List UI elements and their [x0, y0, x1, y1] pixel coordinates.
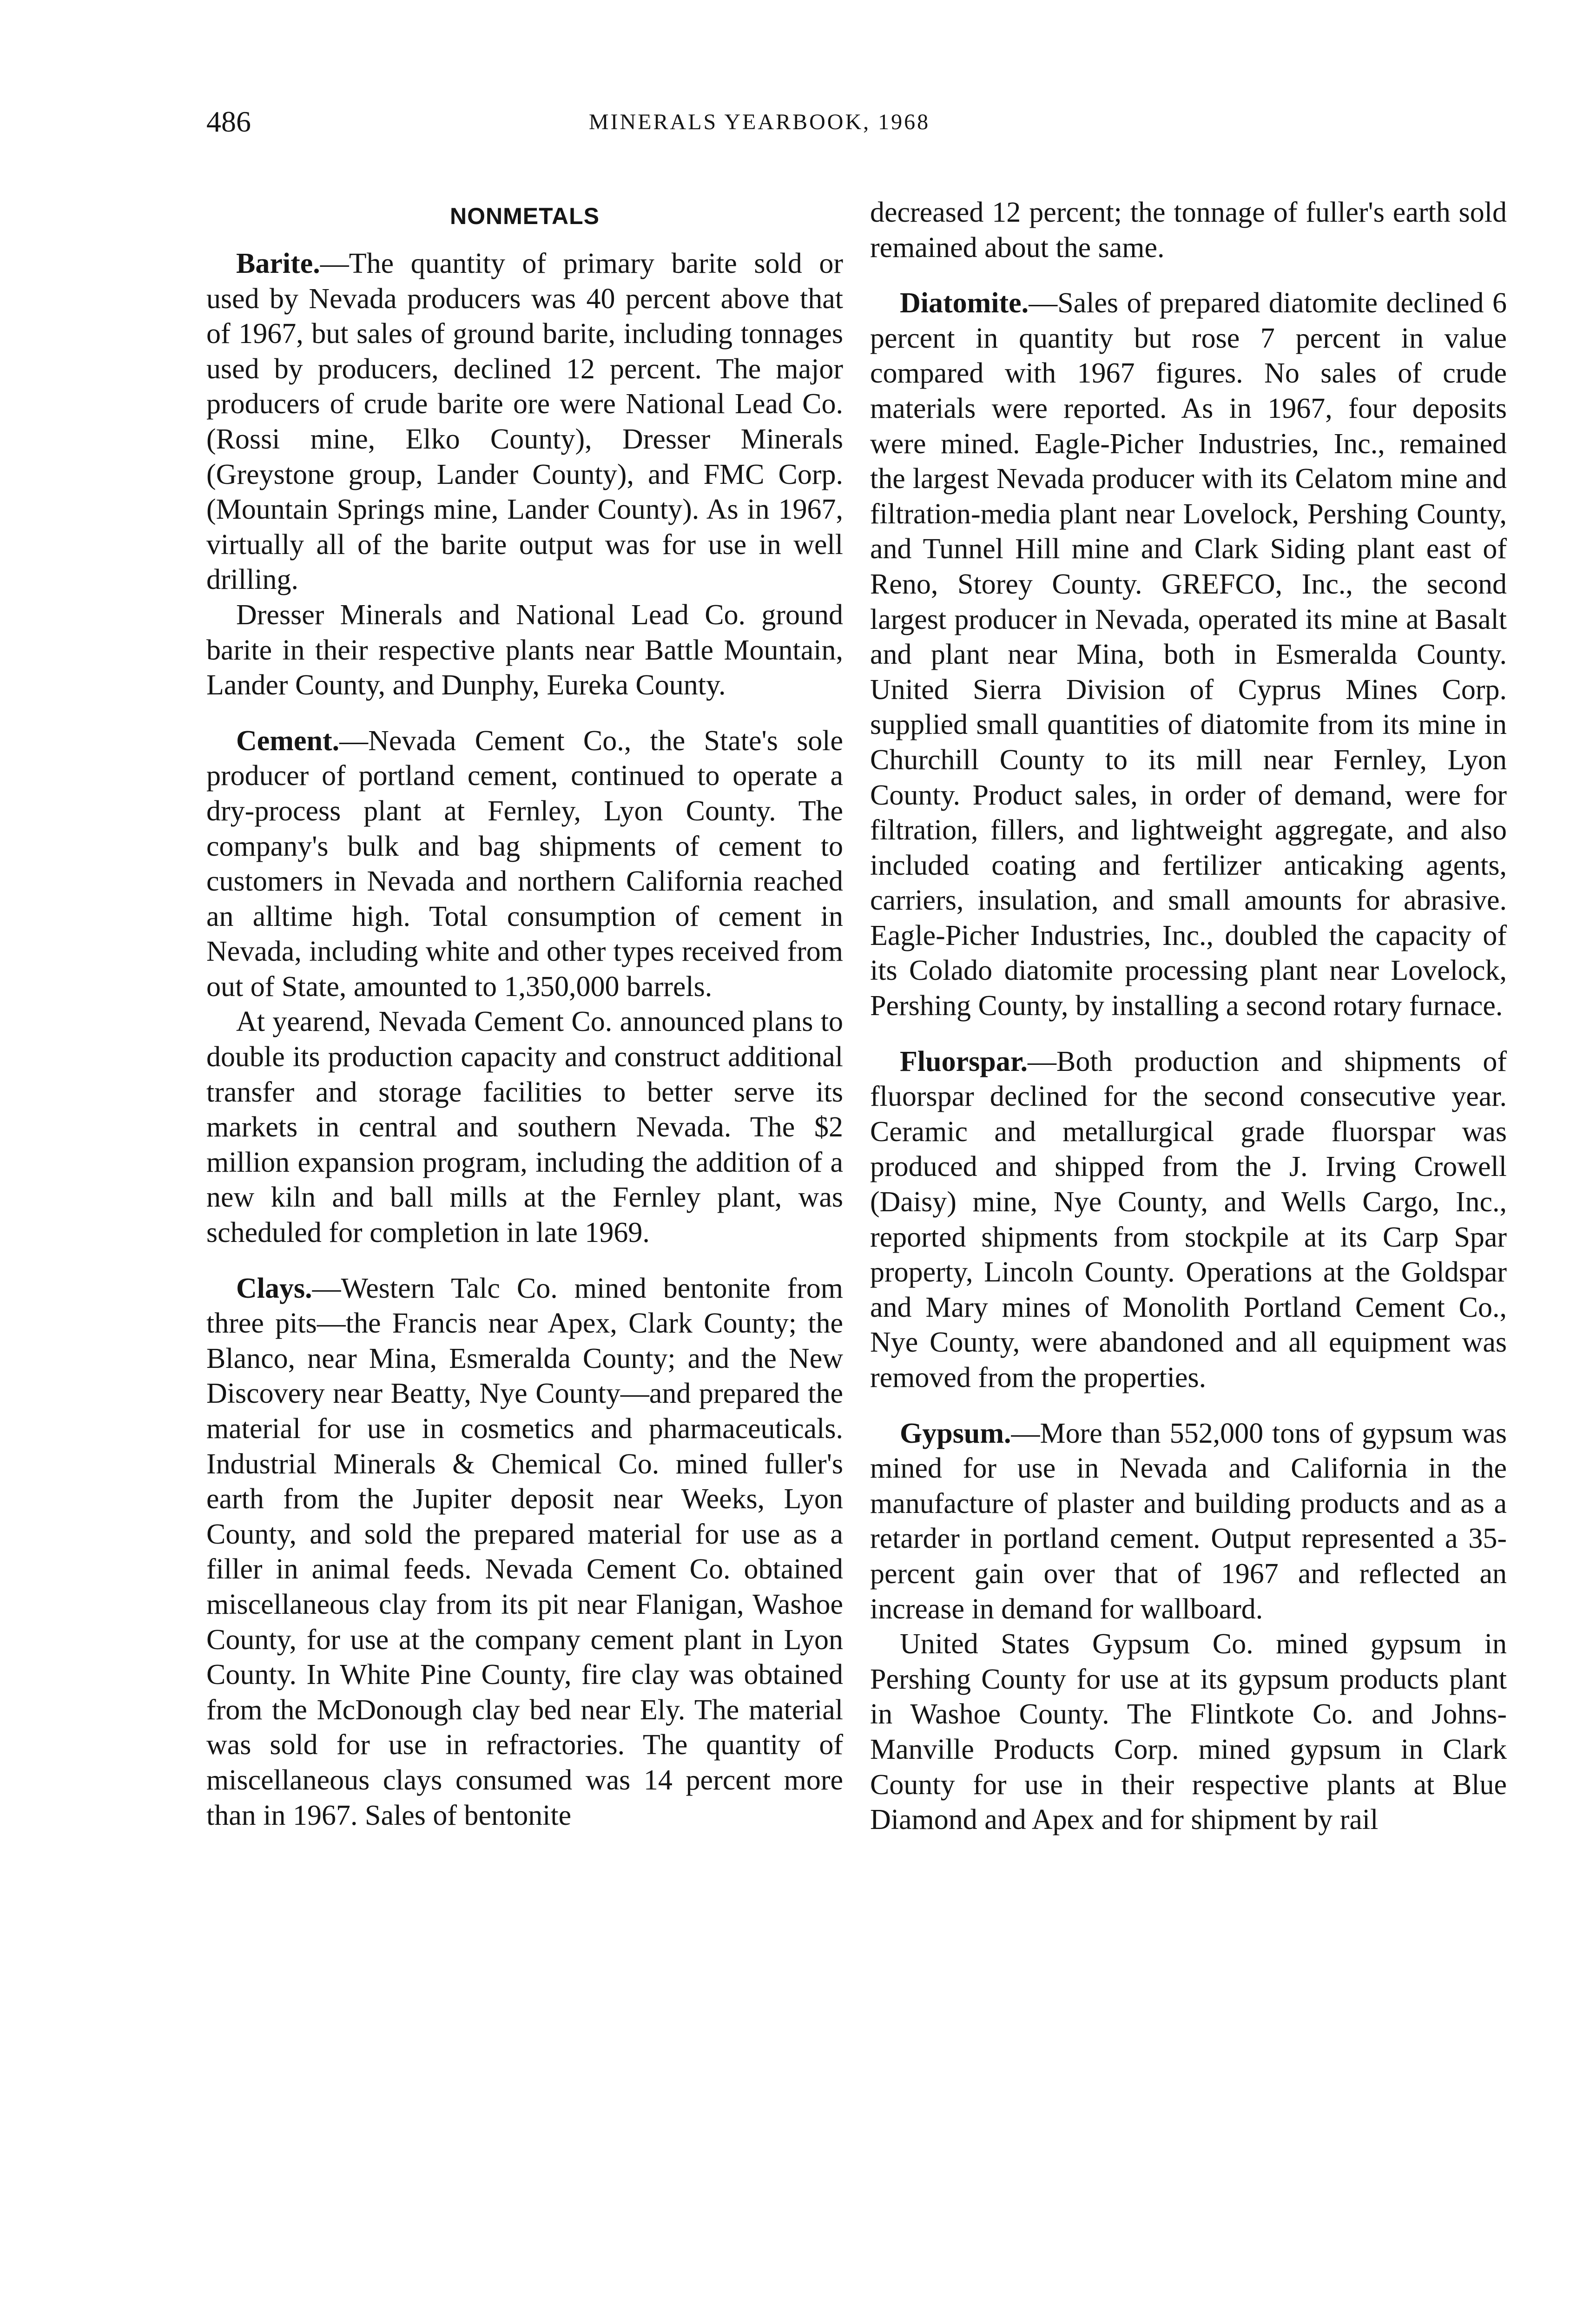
left-column	[206, 195, 843, 1833]
barite-paragraph-1	[206, 246, 843, 598]
barite-run-in: Barite.	[236, 248, 320, 279]
section-heading: NONMETALS	[450, 203, 600, 229]
right-column	[870, 195, 1507, 1838]
barite-text-1: —The quantity of primary barite sold or used by Nevada producers was 40 percent above that of 1967, but sales of ground barite, including tonnages used by producers, declined 12 percent. The major producers of crude barite ore were National Lead Co. (Rossi mine, Elko County), Dresser Minerals (Greystone group, Lander County), and FMC Corp. (Mountain Springs mine, Lander County). As in 1967, virtually all of the barite output was for use in well drilling.	[206, 248, 843, 596]
continuation-paragraph: decreased 12 percent; the tonnage of fuller's earth sold remained about the same.	[870, 197, 1507, 264]
cement-paragraph-1	[206, 724, 843, 1005]
fluorspar-run-in: Fluorspar.	[900, 1045, 1028, 1077]
gypsum-text-1: —More than 552,000 tons of gypsum was mined for use in Nevada and California in the manufacture of plaster and building products and as a retarder in portland cement. Output represented a 35-percent gain over that of 1967 and reflected an increase in demand for wallboard.	[870, 1417, 1507, 1625]
clays-text-1: —Western Talc Co. mined bentonite from three pits—the Francis near Apex, Clark County; the Blanco, near Mina, Esmeralda County; and the New Discovery near Beatty, Nye County—and prepared the material for use in cosmetics and pharmaceuticals. Industrial Minerals & Chemical Co. mined fuller's earth from the Jupiter deposit near Weeks, Lyon County, and sold the prepared material for use as a filler in animal feeds. Nevada Cement Co. obtained miscellaneous clay from its pit near Flanigan, Washoe County, for use at the company cement plant in Lyon County. In White Pine County, fire clay was obtained from the McDonough clay bed near Ely. The material was sold for use in refractories. The quantity of miscellaneous clays consumed was 14 percent more than in 1967. Sales of bentonite	[206, 1272, 843, 1831]
clays-run-in: Clays.	[236, 1272, 312, 1304]
clays-paragraph-1	[206, 1271, 843, 1834]
diatomite-paragraph-1	[870, 286, 1507, 1023]
running-title: MINERALS YEARBOOK, 1968	[588, 110, 930, 134]
page-number: 486	[206, 105, 251, 138]
gypsum-paragraph-2: United States Gypsum Co. mined gypsum in Pershing County for use at its gypsum products plant in Washoe County. The Flintkote Co. and Johns-Manville Products Corp. mined gypsum in Clark County for use in their respective plants at Blue Diamond and Apex and for shipment by rail	[870, 1628, 1507, 1836]
diatomite-run-in: Diatomite.	[900, 287, 1029, 319]
cement-text-1: —Nevada Cement Co., the State's sole producer of portland cement, continued to operate a dry-process plant at Fernley, Lyon County. The company's bulk and bag shipments of cement to customers in Nevada and northern California reached an alltime high. Total consumption of cement in Nevada, including white and other types received from out of State, amounted to 1,350,000 barrels.	[206, 725, 843, 1003]
diatomite-text-1: —Sales of prepared diatomite declined 6 percent in quantity but rose 7 percent in value compared with 1967 figures. No sales of crude materials were reported. As in 1967, four deposits were mined. Eagle-Picher Industries, Inc., remained the largest Nevada producer with its Celatom mine and filtration-media plant near Lovelock, Pershing County, and Tunnel Hill mine and Clark Siding plant east of Reno, Storey County. GREFCO, Inc., the second largest producer in Nevada, operated its mine at Basalt and plant near Mina, both in Esmeralda County. United Sierra Division of Cyprus Mines Corp. supplied small quantities of diatomite from its mine in Churchill County to its mill near Fernley, Lyon County. Product sales, in order of demand, were for filtration, fillers, and lightweight aggregate, and also included coating and fertilizer anticaking agents, carriers, insulation, and small amounts for abrasive. Eagle-Picher Industries, Inc., doubled the capacity of its Colado diatomite processing plant near Lovelock, Pershing County, by installing a second rotary furnace.	[870, 287, 1507, 1022]
fluorspar-text-1: —Both production and shipments of fluorspar declined for the second consecutive year. Ceramic and metallurgical grade fluorspar was produced and shipped from the J. Irving Crowell (Daisy) mine, Nye County, and Wells Cargo, Inc., reported shipments from stockpile at its Carp Spar property, Lincoln County. Operations at the Goldspar and Mary mines of Monolith Portland Cement Co., Nye County, were abandoned and all equipment was removed from the properties.	[870, 1045, 1507, 1393]
cement-run-in: Cement.	[236, 725, 340, 757]
cement-paragraph-2: At yearend, Nevada Cement Co. announced plans to double its production capacity and construct additional transfer and storage facilities to better serve its markets in central and southern Nevada. The $2 million expansion program, including the addition of a new kiln and ball mills at the Fernley plant, was scheduled for completion in late 1969.	[206, 1006, 843, 1249]
gypsum-run-in: Gypsum.	[900, 1417, 1011, 1449]
fluorspar-paragraph-1	[870, 1044, 1507, 1396]
gypsum-paragraph-1	[870, 1416, 1507, 1627]
barite-paragraph-2: Dresser Minerals and National Lead Co. ground barite in their respective plants near Battle Mountain, Lander County, and Dunphy, Eureka County.	[206, 599, 843, 701]
page-header	[206, 103, 1313, 140]
